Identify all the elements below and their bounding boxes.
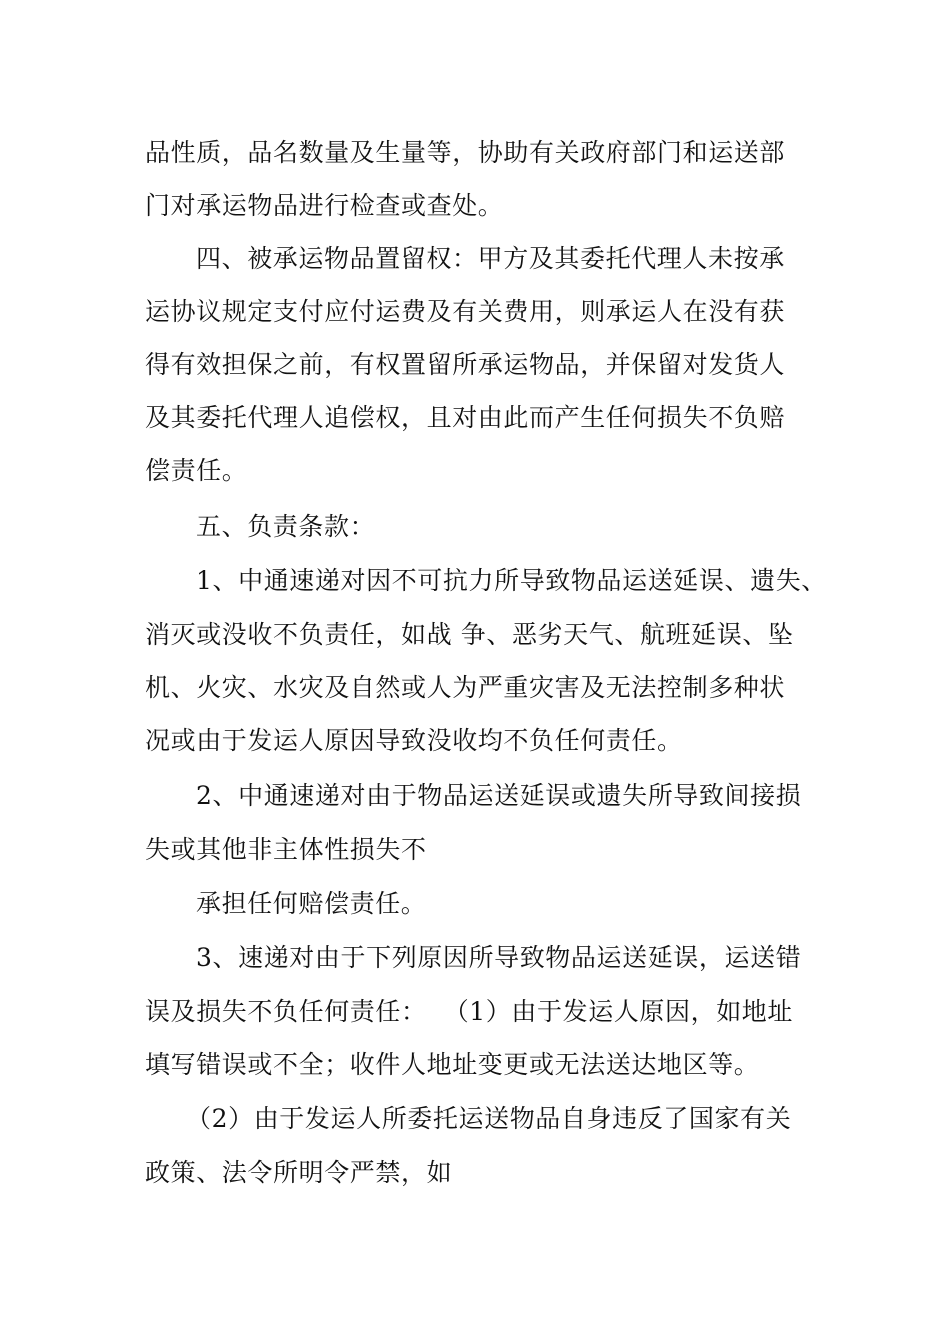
- section-heading: 五、负责条款：: [196, 512, 376, 541]
- text-line: 3、速递对由于下列原因所导致物品运送延误，运送错: [196, 943, 802, 972]
- text-line: （2）由于发运人所委托运送物品自身违反了国家有关: [186, 1104, 792, 1133]
- text-line: 失或其他非主体性损失不: [145, 835, 427, 864]
- text-line: 得有效担保之前，有权置留所承运物品，并保留对发货人: [145, 350, 786, 379]
- text-line: 运协议规定支付应付运费及有关费用，则承运人在没有获: [145, 297, 786, 326]
- text-line: 1、中通速递对因不可抗力所导致物品运送延误、遗失、: [196, 566, 827, 595]
- text-line: 偿责任。: [145, 456, 248, 485]
- text-line: 及其委托代理人追偿权，且对由此而产生任何损失不负赔: [145, 403, 786, 432]
- text-line: 承担任何赔偿责任。: [196, 889, 427, 918]
- text-line: 机、火灾、水灾及自然或人为严重灾害及无法控制多种状: [145, 673, 786, 702]
- text-line: 门对承运物品进行检查或查处。: [145, 191, 504, 220]
- text-line: 消灭或没收不负责任，如战 争、恶劣天气、航班延误、坠: [145, 620, 794, 649]
- text-line: 品性质，品名数量及生量等，协助有关政府部门和运送部: [145, 138, 786, 167]
- text-line: 四、被承运物品置留权：甲方及其委托代理人未按承: [196, 244, 785, 273]
- text-line: 误及损失不负任何责任： （1）由于发运人原因，如地址: [145, 997, 794, 1026]
- text-line: 况或由于发运人原因导致没收均不负任何责任。: [145, 726, 683, 755]
- text-line: 填写错误或不全；收件人地址变更或无法送达地区等。: [145, 1050, 760, 1079]
- text-line: 2、中通速递对由于物品运送延误或遗失所导致间接损: [196, 781, 802, 810]
- text-line: 政策、法令所明令严禁，如: [145, 1158, 453, 1187]
